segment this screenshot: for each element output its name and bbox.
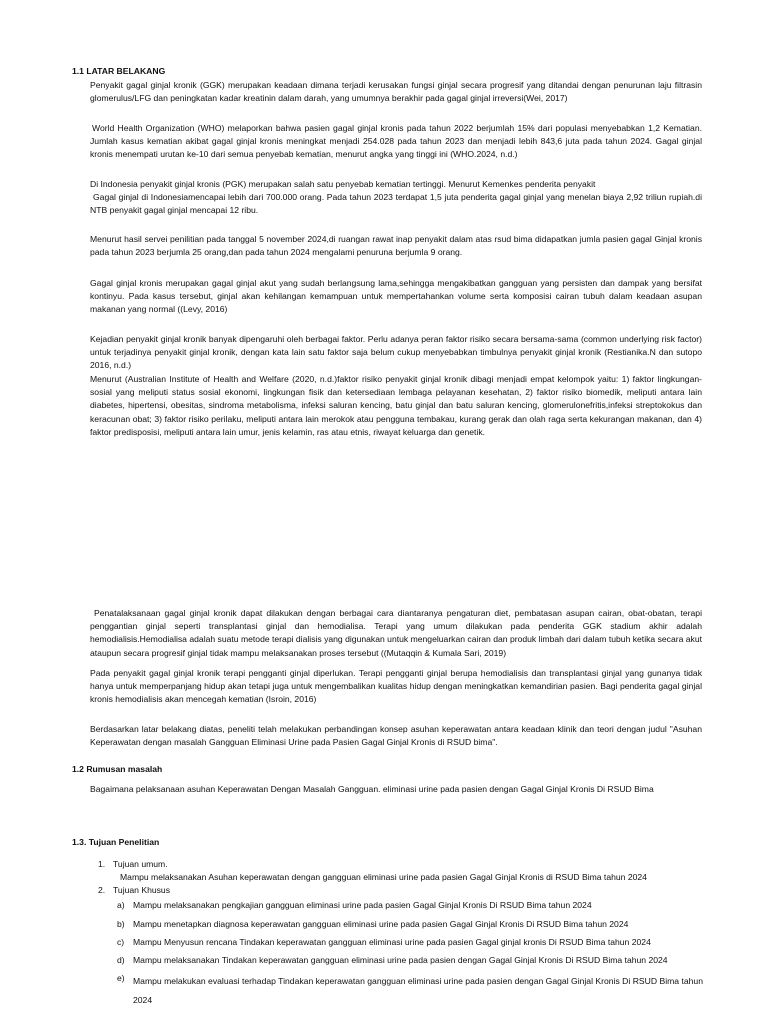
list-marker: 2. bbox=[98, 885, 106, 895]
sublist-item: Mampu melaksanakan pengkajian gangguan eliminasi urine pada pasien Gagal Ginjal Kronis Di RSUD Bima tahun 2024 bbox=[133, 900, 592, 910]
heading-tujuan-penelitian: 1.3. Tujuan Penelitian bbox=[72, 837, 160, 847]
paragraph-management: Penatalaksanaan gagal ginjal kronik dapat dilakukan dengan berbagai cara diantaranya pengaturan diet, pembatasan asupan cairan, obat-obatan, terapi penggantian ginjal seperti transplantasi ginjal dan hemodialisa. Terapi yang umum dilakukan pada penderita GGK stadium akhir adalah hemodialisis.Hemodialisa adalah suatu metode terapi dialisis yang digunakan untuk mengeluarkan cairan dan produk limbah dari dalam tubuh ketika secara akut ataupun secara progresif ginjal tidak mampu melaksanakan proses tersebut ((Mutaqqin & Kumala Sari, 2019) bbox=[90, 608, 702, 658]
paragraph-conclusion-title: Berdasarkan latar belakang diatas, peneliti telah melakukan perbandingan konsep asuhan keperawatan antara keadaan klinik dan teori dengan judul "Asuhan Keperawatan dengan masalah Gangguan Eliminasi Urine pada Pasien Gagal Ginjal Kronis di RSUD bima". bbox=[90, 724, 702, 748]
paragraph-aihw-risk-groups: Menurut (Australian Institute of Health and Welfare (2020, n.d.)faktor risiko penyakit ginjal kronik dibagi menjadi empat kelompok yaitu: 1) faktor lingkungan-sosial yang meliputi status sosial ekonomi, lingkungan fisik dan ketersediaan lembaga pelayanan kesehatan, 2) faktor risiko biomedik, meliputi antara lain diabetes, hipertensi, obesitas, sindroma metabolisma, infeksi saluran kencing, batu ginjal dan batu saluran kencing, glomerulonefritis,infeksi streptokokus dan keracunan obat; 3) faktor risiko perilaku, meliputi antara lain merokok atau pengguna tembakau, kurang gerak dan olah raga serta kekurangan makanan, dan 4) faktor predisposisi, meliputi antara lain umur, jenis kelamin, ras atau etnis, riwayat keluarga dan genetik. bbox=[90, 374, 702, 437]
text-tujuan-umum: Mampu melaksanakan Asuhan keperawatan dengan gangguan eliminasi urine pada pasien Gagal Ginjal Kronis di RSUD Bima tahun 2024 bbox=[120, 872, 647, 882]
paragraph-rumusan: Bagaimana pelaksanaan asuhan Keperawatan Dengan Masalah Gangguan. eliminasi urine pada pasien dengan Gagal Ginjal Kronis Di RSUD Bima bbox=[90, 784, 654, 794]
list-item-tujuan-khusus: Tujuan Khusus bbox=[113, 885, 171, 895]
sublist-marker: e) bbox=[117, 973, 125, 983]
list-marker: 1. bbox=[98, 859, 106, 869]
paragraph-renal-replacement: Pada penyakit gagal ginjal kronik terapi pengganti ginjal diperlukan. Terapi pengganti ginjal berupa hemodialisis dan transplantasi ginjal yang gunanya tidak hanya untuk memperpanjang hidup akan tetapi juga untuk mengembalikan kualitas hidup dengan meningkatkan kemandirian pasien. Bagi penderita gagal ginjal kronis hemodialisis akan mencegah kematian (Isroin, 2016) bbox=[90, 668, 702, 705]
sublist-marker: a) bbox=[117, 900, 125, 910]
paragraph-chronic-definition: Gagal ginjal kronis merupakan gagal ginjal akut yang sudah berlangsung lama,sehingga mengakibatkan gangguan yang persisten dan dampak yang bersifat kontinyu. Pada kasus tersebut, ginjal akan kehilangan kemampuan untuk mempertahankan volume serta komposisi cairan tubuh dalam keadaan asupan makanan yang normal ((Levy, 2016) bbox=[90, 278, 702, 315]
paragraph-survey-rsud: Menurut hasil servei penilitian pada tanggal 5 november 2024,di ruangan rawat inap penyakit dalam atas rsud bima didapatkan jumla pasien gagal Ginjal kronis pada tahun 2023 berjumla 25 orang,dan pada tahun 2024 mengalami penuruna berjumla 9 orang. bbox=[90, 234, 702, 258]
sublist-marker: b) bbox=[117, 919, 125, 929]
paragraph-indonesia-line1: Di Indonesia penyakit ginjal kronis (PGK) merupakan salah satu penyebab kematian tertinggi. Menurut Kemenkes penderita penyakit bbox=[90, 179, 596, 189]
paragraph-who-data: World Health Organization (WHO) melaporkan bahwa pasien gagal ginjal kronis pada tahun 2022 berjumlah 15% dari populasi menyebabkan 1,2 Kematian. Jumlah kasus kematian akibat gagal ginjal kronis meningkat menjadi 254.028 pada tahun 2023 dan menjadi lebih 843,6 juta pada tahun 2024. Gagal ginjal kronis menempati urutan ke-10 dari semua penyebab kematian, menurut angka yang tinggi ini (WHO.2024, n.d.) bbox=[90, 123, 702, 160]
sublist-item: Mampu Menyusun rencana Tindakan keperawatan gangguan eliminasi urine pada pasien Gagal ginjal kronis Di RSUD Bima tahun 2024 bbox=[133, 937, 651, 947]
sublist-marker: d) bbox=[117, 955, 125, 965]
paragraph-risk-factors: Kejadian penyakit ginjal kronik banyak dipengaruhi oleh berbagai faktor. Perlu adanya peran faktor risiko secara bersama-sama (common underlying risk factor) untuk terjadinya penyakit ginjal kronik, dengan kata lain satu faktor saja belum cukup menyebabkan timbulnya penyakit ginjal kronik (Restianika.N dan sutopo 2016, n.d.) bbox=[90, 334, 702, 371]
heading-latar-belakang: 1.1 LATAR BELAKANG bbox=[72, 66, 166, 76]
paragraph-ggk-definition: Penyakit gagal ginjal kronik (GGK) merupakan keadaan dimana terjadi kerusakan fungsi ginjal secara progresif yang ditandai dengan penurunan laju filtrasin glomerulus/LFG dan peningkatan kadar kreatinin dalam darah, yang umumnya berakhir pada gagal ginjal irreversi(Wei, 2017) bbox=[90, 80, 702, 104]
sublist-marker: c) bbox=[117, 937, 125, 947]
sublist-item: Mampu melakukan evaluasi terhadap Tindakan keperawatan gangguan eliminasi urine pada pasien dengan Gagal Ginjal Kronis Di RSUD Bima tahun 2024 bbox=[133, 976, 703, 1005]
sublist-item: Mampu menetapkan diagnosa keperawatan gangguan eliminasi urine pada pasien Gagal Ginjal Kronis Di RSUD Bima tahun 2024 bbox=[133, 919, 629, 929]
paragraph-indonesia-data: Gagal ginjal di Indonesiamencapai lebih dari 700.000 orang. Pada tahun 2023 terdapat 1,5 juta penderita gagal ginjal yang menelan biaya 2,92 triliun rupiah.di NTB penyakit gagal ginjal mencapai 12 ribu. bbox=[90, 192, 702, 216]
list-item-tujuan-umum: Tujuan umum. bbox=[113, 859, 168, 869]
heading-rumusan-masalah: 1.2 Rumusan masalah bbox=[72, 764, 163, 774]
sublist-item: Mampu melaksanakan Tindakan keperawatan gangguan eliminasi urine pada pasien dengan Gagal Ginjal Kronis Di RSUD Bima tahun 2024 bbox=[133, 955, 668, 965]
